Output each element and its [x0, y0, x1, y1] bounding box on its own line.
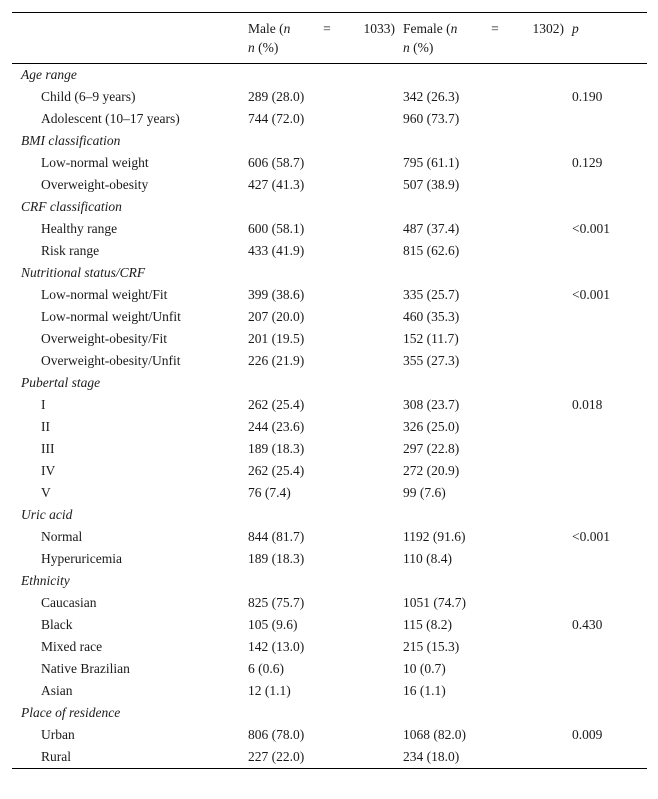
- male-sub-unit: (%): [254, 40, 279, 55]
- p-value: [572, 460, 647, 482]
- table-row: [12, 394, 647, 416]
- male-value: 226 (21.9): [248, 353, 305, 368]
- male-sub-n: n: [248, 40, 255, 55]
- female-value: 115 (8.2): [403, 617, 452, 632]
- row-label: Child (6–9 years): [41, 89, 136, 104]
- row-label: Adolescent (10–17 years): [41, 111, 180, 126]
- male-value: 6 (0.6): [248, 661, 284, 676]
- table-row: [12, 306, 647, 328]
- female-value: 234 (18.0): [403, 749, 460, 764]
- row-label: Urban: [41, 727, 75, 742]
- p-value: <0.001: [572, 221, 610, 236]
- row-label: Mixed race: [41, 639, 103, 654]
- table-row: [12, 658, 647, 680]
- p-value: 0.190: [572, 89, 603, 104]
- row-label: Black: [41, 617, 73, 632]
- category-row: [12, 130, 647, 152]
- table-row: [12, 614, 647, 636]
- female-value: 1051 (74.7): [403, 595, 466, 610]
- table-row: [12, 284, 647, 306]
- header-row: [12, 13, 647, 64]
- p-value: [572, 350, 647, 372]
- female-value: 355 (27.3): [403, 353, 460, 368]
- p-value: [572, 658, 647, 680]
- male-value: 744 (72.0): [248, 111, 305, 126]
- female-sub-n: n: [403, 40, 410, 55]
- female-value: 795 (61.1): [403, 155, 460, 170]
- table-row: [12, 636, 647, 658]
- category-label: Pubertal stage: [21, 375, 101, 390]
- male-n-symbol: n: [283, 21, 291, 36]
- female-value: 272 (20.9): [403, 463, 460, 478]
- female-n-symbol: n: [450, 21, 458, 36]
- male-value: 600 (58.1): [248, 221, 305, 236]
- female-value: 152 (11.7): [403, 331, 459, 346]
- female-value: 16 (1.1): [403, 683, 446, 698]
- p-value: [572, 548, 647, 570]
- table-row: [12, 548, 647, 570]
- table-row: [12, 438, 647, 460]
- p-value: 0.430: [572, 617, 603, 632]
- female-value: 110 (8.4): [403, 551, 452, 566]
- female-value: 10 (0.7): [403, 661, 446, 676]
- p-value: [572, 306, 647, 328]
- category-label: Uric acid: [21, 507, 73, 522]
- male-value: 262 (25.4): [248, 463, 305, 478]
- female-value: 460 (35.3): [403, 309, 460, 324]
- male-value: 244 (23.6): [248, 419, 305, 434]
- p-value: [572, 482, 647, 504]
- row-label: IV: [41, 463, 56, 478]
- female-value: 326 (25.0): [403, 419, 460, 434]
- female-sub-unit: (%): [409, 40, 434, 55]
- male-value: 427 (41.3): [248, 177, 305, 192]
- p-value: [572, 240, 647, 262]
- p-value: 0.018: [572, 397, 603, 412]
- p-value: <0.001: [572, 529, 610, 544]
- row-label: Low-normal weight/Unfit: [41, 309, 181, 324]
- male-label: Male (: [248, 21, 284, 36]
- female-value: 1068 (82.0): [403, 727, 466, 742]
- p-value: [572, 328, 647, 350]
- category-label: CRF classification: [21, 199, 122, 214]
- table-header: [12, 13, 647, 64]
- category-label: Nutritional status/CRF: [21, 265, 146, 280]
- category-label: Ethnicity: [21, 573, 70, 588]
- table-row: [12, 680, 647, 702]
- category-row: [12, 702, 647, 724]
- table-row: [12, 746, 647, 769]
- row-label: Low-normal weight/Fit: [41, 287, 168, 302]
- table-body: [12, 64, 647, 769]
- male-value: 201 (19.5): [248, 331, 305, 346]
- male-value: 606 (58.7): [248, 155, 305, 170]
- p-value: 0.009: [572, 727, 603, 742]
- table-row: [12, 174, 647, 196]
- table-row: [12, 108, 647, 130]
- category-row: [12, 64, 647, 87]
- male-n-value: 1033): [363, 21, 395, 36]
- male-value: 825 (75.7): [248, 595, 305, 610]
- table-row: [12, 86, 647, 108]
- row-label: Overweight-obesity/Fit: [41, 331, 167, 346]
- p-value: [572, 746, 647, 769]
- p-value: [572, 636, 647, 658]
- table-row: [12, 328, 647, 350]
- row-label: Risk range: [41, 243, 100, 258]
- row-label: Caucasian: [41, 595, 97, 610]
- row-label: Overweight-obesity: [41, 177, 149, 192]
- male-value: 142 (13.0): [248, 639, 305, 654]
- male-value: 207 (20.0): [248, 309, 305, 324]
- table-row: [12, 482, 647, 504]
- category-label: BMI classification: [21, 133, 121, 148]
- female-value: 1192 (91.6): [403, 529, 466, 544]
- header-p-value: p: [572, 21, 579, 36]
- female-value: 507 (38.9): [403, 177, 460, 192]
- male-value: 12 (1.1): [248, 683, 291, 698]
- p-value: [572, 438, 647, 460]
- row-label: I: [41, 397, 46, 412]
- female-value: 335 (25.7): [403, 287, 460, 302]
- header-empty-cell: [12, 13, 248, 64]
- male-value: 806 (78.0): [248, 727, 305, 742]
- row-label: III: [41, 441, 55, 456]
- table-row: [12, 526, 647, 548]
- row-label: II: [41, 419, 50, 434]
- table-row: [12, 350, 647, 372]
- male-value: 289 (28.0): [248, 89, 305, 104]
- row-label: Hyperuricemia: [41, 551, 122, 566]
- row-label: Rural: [41, 749, 71, 764]
- male-value: 227 (22.0): [248, 749, 305, 764]
- female-n-value: 1302): [532, 21, 564, 36]
- characteristics-table: [12, 12, 647, 769]
- p-value: <0.001: [572, 287, 610, 302]
- row-label: V: [41, 485, 51, 500]
- table-row: [12, 240, 647, 262]
- female-value: 815 (62.6): [403, 243, 460, 258]
- data-table-container: [12, 12, 647, 769]
- category-row: [12, 504, 647, 526]
- row-label: Overweight-obesity/Unfit: [41, 353, 181, 368]
- female-value: 215 (15.3): [403, 639, 460, 654]
- female-equals: =: [491, 21, 499, 36]
- table-row: [12, 416, 647, 438]
- p-value: [572, 680, 647, 702]
- row-label: Native Brazilian: [41, 661, 130, 676]
- category-label: Age range: [21, 67, 77, 82]
- table-row: [12, 152, 647, 174]
- table-row: [12, 724, 647, 746]
- female-value: 960 (73.7): [403, 111, 460, 126]
- table-row: [12, 218, 647, 240]
- category-row: [12, 570, 647, 592]
- male-value: 76 (7.4): [248, 485, 291, 500]
- female-value: 487 (37.4): [403, 221, 460, 236]
- male-value: 844 (81.7): [248, 529, 305, 544]
- p-value: [572, 416, 647, 438]
- p-value: [572, 592, 647, 614]
- row-label: Healthy range: [41, 221, 118, 236]
- header-male: [248, 13, 403, 64]
- male-value: 189 (18.3): [248, 441, 305, 456]
- row-label: Low-normal weight: [41, 155, 149, 170]
- category-row: [12, 196, 647, 218]
- female-value: 342 (26.3): [403, 89, 460, 104]
- female-label: Female (: [403, 21, 451, 36]
- p-value: [572, 108, 647, 130]
- male-equals: =: [323, 21, 331, 36]
- male-value: 105 (9.6): [248, 617, 298, 632]
- p-value: 0.129: [572, 155, 603, 170]
- row-label: Asian: [41, 683, 73, 698]
- category-row: [12, 372, 647, 394]
- header-female: [403, 13, 572, 64]
- p-value: [572, 174, 647, 196]
- male-value: 189 (18.3): [248, 551, 305, 566]
- female-value: 99 (7.6): [403, 485, 446, 500]
- table-row: [12, 460, 647, 482]
- male-value: 399 (38.6): [248, 287, 305, 302]
- table-row: [12, 592, 647, 614]
- male-value: 433 (41.9): [248, 243, 305, 258]
- category-row: [12, 262, 647, 284]
- row-label: Normal: [41, 529, 83, 544]
- category-label: Place of residence: [21, 705, 121, 720]
- male-value: 262 (25.4): [248, 397, 305, 412]
- female-value: 308 (23.7): [403, 397, 460, 412]
- female-value: 297 (22.8): [403, 441, 460, 456]
